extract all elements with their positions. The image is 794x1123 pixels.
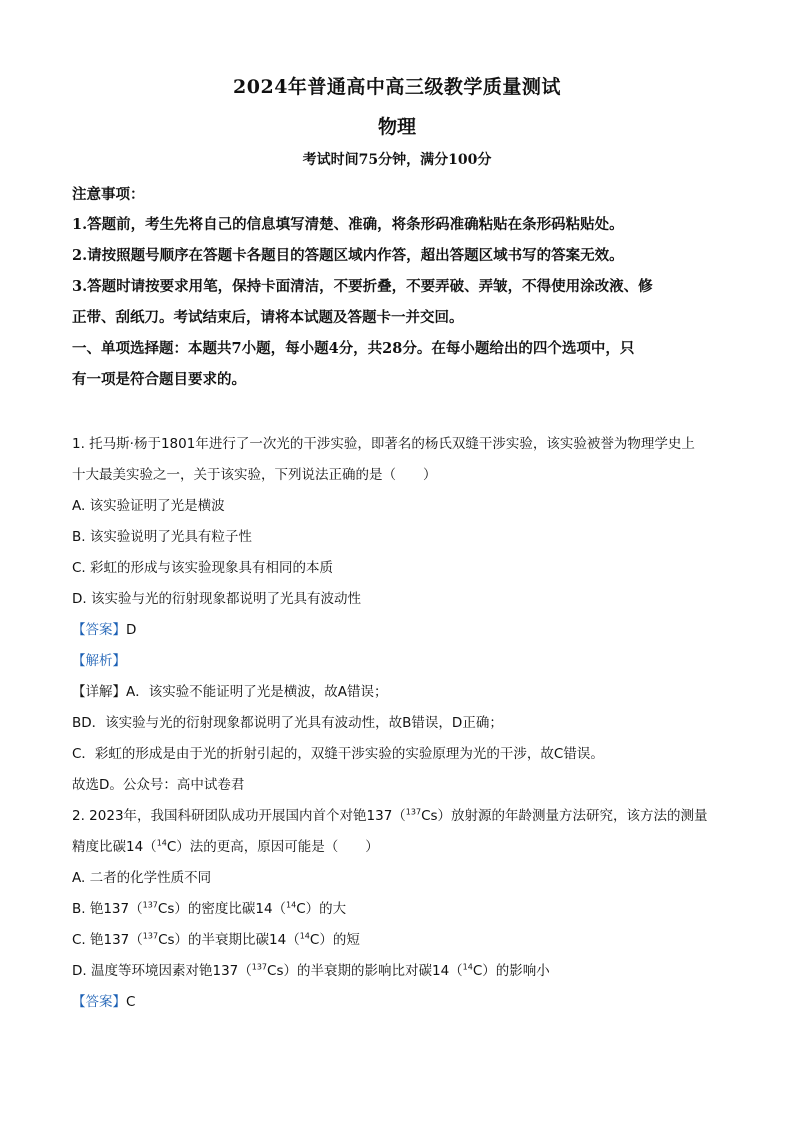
q1-detail-a <box>72 680 387 700</box>
q1-detail-a-text: A．该实验不能证明了光是横波，故A错误； <box>126 684 388 700</box>
q2-answer-value: C <box>126 994 136 1010</box>
q1-option-c: C. 彩虹的形成与该实验现象具有相同的本质 <box>72 560 334 576</box>
q2-stem: 2. 2023年，我国科研团队成功开展国内首个对铯137（$^{137}$Cs）放射源的年龄测量方法研究，该方法的测量 <box>72 807 708 824</box>
answer-tag: 【答案】 <box>72 994 126 1010</box>
answer-tag: 【答案】 <box>72 622 126 638</box>
q1-detail-c: C．彩虹的形成是由于光的折射引起的，双缝干涉实验的实验原理为光的干涉，故C错误。 <box>72 746 604 762</box>
q2-stem-cont: 精度比碳14（$^{14}$C）法的更高，原因可能是（ ） <box>72 838 379 855</box>
analysis-tag: 【解析】 <box>72 653 126 669</box>
notice-item-2: 2.请按照题号顺序在答题卡各题目的答题区域内作答，超出答题区域书写的答案无效。 <box>72 247 624 264</box>
q2-answer <box>72 990 135 1010</box>
q2-option-c: C. 铯137（$^{137}$Cs）的半衰期比碳14（$^{14}$C）的短 <box>72 931 360 948</box>
q2-option-b: B. 铯137（$^{137}$Cs）的密度比碳14（$^{14}$C）的大 <box>72 900 347 917</box>
q2-option-a: A. 二者的化学性质不同 <box>72 870 212 886</box>
isotope-superscript: 14 <box>156 838 167 848</box>
exam-title: 2024年普通高中高三级教学质量测试 <box>233 76 561 98</box>
exam-duration: 考试时间75分钟，满分100分 <box>302 152 492 168</box>
q1-conclusion: 故选D。公众号：高中试卷君 <box>72 777 245 793</box>
notice-heading: 注意事项： <box>72 186 145 203</box>
exam-subject: 物理 <box>377 116 416 138</box>
detail-tag: 【详解】 <box>72 684 126 700</box>
q1-option-d: D. 该实验与光的衍射现象都说明了光具有波动性 <box>72 591 361 607</box>
q1-answer <box>72 618 136 638</box>
q1-stem-cont: 十大最美实验之一，关于该实验，下列说法正确的是（ ） <box>72 467 437 483</box>
notice-item-3: 3.答题时请按要求用笔，保持卡面清洁，不要折叠，不要弄破、弄皱，不得使用涂改液、修 <box>72 278 653 295</box>
q1-answer-value: D <box>126 622 137 638</box>
q1-stem: 1. 托马斯·杨于1801年进行了一次光的干涉实验，即著名的杨氏双缝干涉实验，该实验被誉为物理学史上 <box>72 436 695 452</box>
notice-item-3-cont: 正带、刮纸刀。考试结束后，请将本试题及答题卡一并交回。 <box>72 309 464 326</box>
section-heading-cont: 有一项是符合题目要求的。 <box>72 371 246 388</box>
q1-detail-bd: BD．该实验与光的衍射现象都说明了光具有波动性，故B错误，D正确； <box>72 715 503 731</box>
q1-analysis <box>72 649 126 669</box>
q1-option-a: A. 该实验证明了光是横波 <box>72 498 225 514</box>
isotope-superscript: 137 <box>405 807 422 817</box>
q2-option-d: D. 温度等环境因素对铯137（$^{137}$Cs）的半衰期的影响比对碳14（$^{14}$C）的影响小 <box>72 962 550 979</box>
notice-item-1: 1.答题前，考生先将自己的信息填写清楚、准确，将条形码准确粘贴在条形码粘贴处。 <box>72 216 624 233</box>
q1-option-b: B. 该实验说明了光具有粒子性 <box>72 529 252 545</box>
section-heading: 一、单项选择题：本题共7小题，每小题4分，共28分。在每小题给出的四个选项中，只 <box>72 340 635 357</box>
